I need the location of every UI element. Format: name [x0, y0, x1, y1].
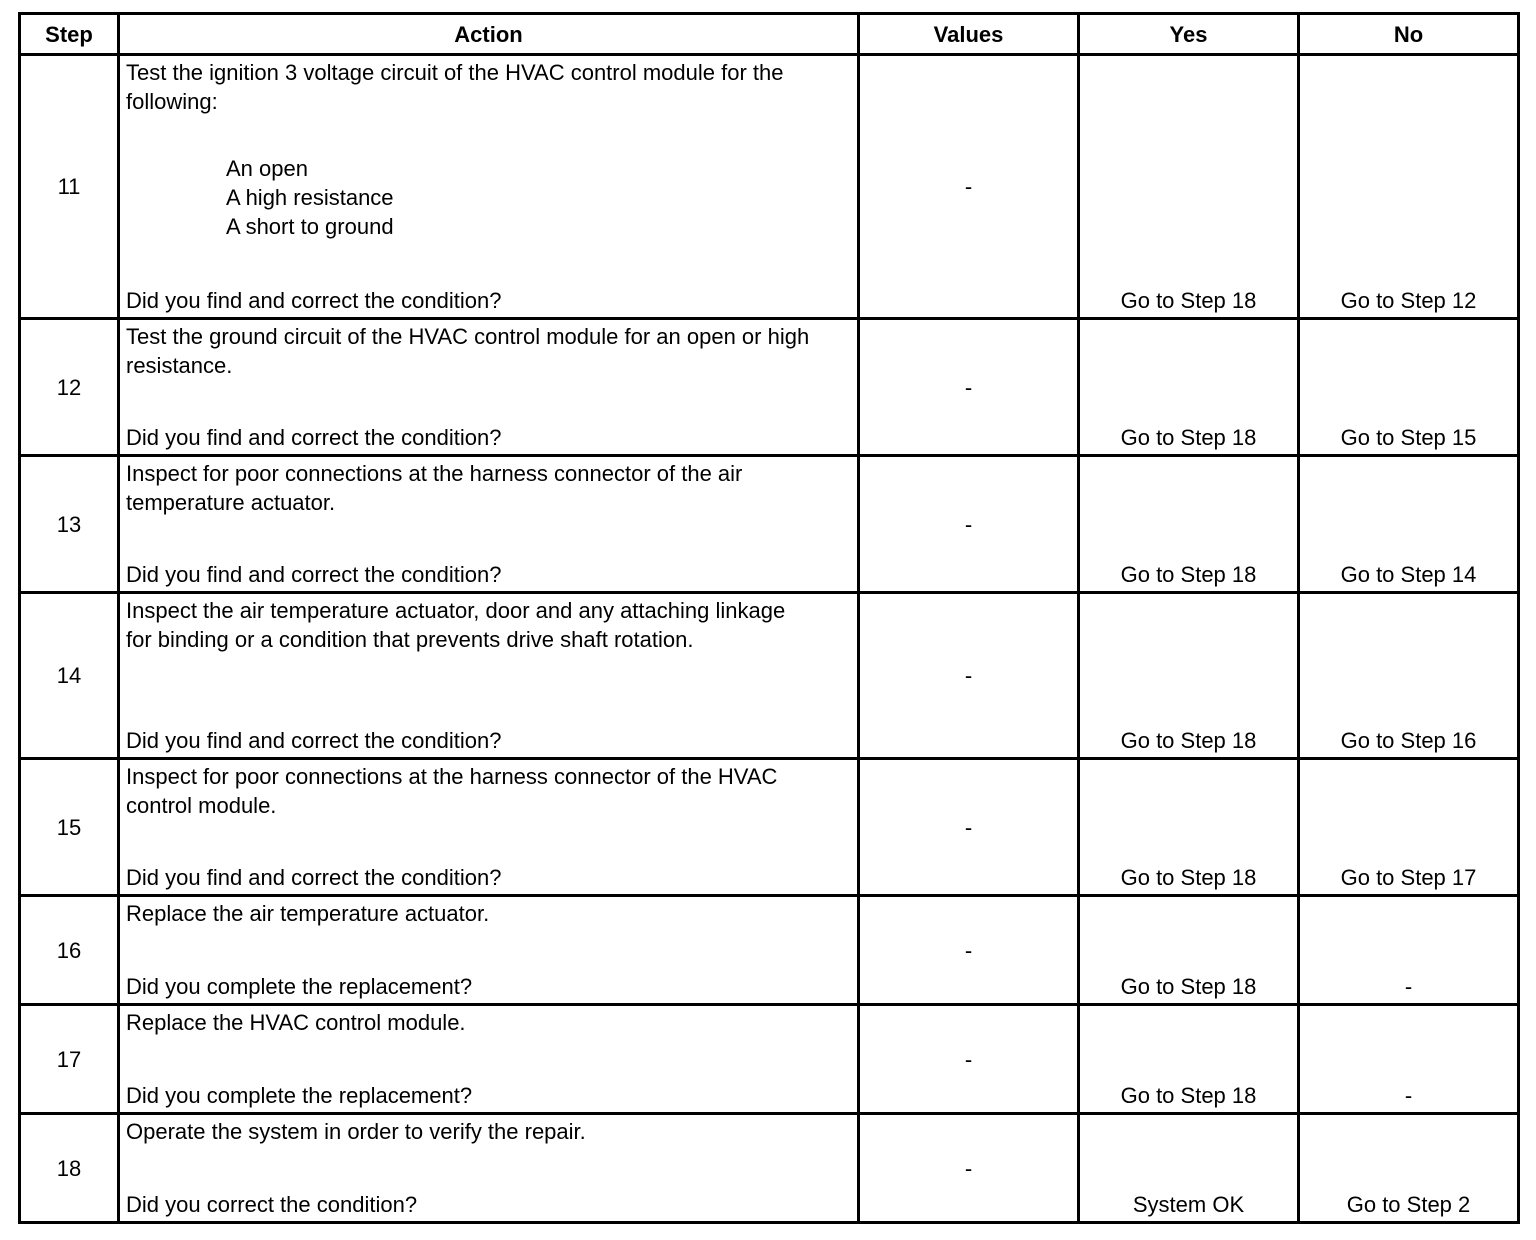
no-link: -: [1404, 974, 1413, 999]
yes-cell: [1079, 759, 1299, 896]
no-cell: [1299, 593, 1519, 759]
action-cell: [119, 1114, 859, 1223]
values-cell: -: [859, 1114, 1079, 1223]
action-cell: [119, 896, 859, 1005]
action-text: Replace the HVAC control module.: [126, 1010, 466, 1035]
action-cell: [119, 1005, 859, 1114]
table-row: [20, 759, 1519, 896]
action-cell: [119, 55, 859, 319]
values-cell: -: [859, 593, 1079, 759]
table-row: [20, 319, 1519, 456]
header-row: [20, 14, 1519, 55]
no-link: Go to Step 16: [1340, 728, 1477, 753]
condition-list: [126, 154, 853, 241]
action-cell: [119, 593, 859, 759]
action-question: Did you complete the replacement?: [126, 1083, 473, 1108]
action-text: Inspect for poor connections at the harness connector of the HVAC control module.: [126, 764, 778, 818]
values-cell: -: [859, 1005, 1079, 1114]
step-number: 11: [20, 55, 119, 319]
action-question: Did you find and correct the condition?: [126, 865, 502, 890]
action-text: Test the ignition 3 voltage circuit of the HVAC control module for the following:: [126, 60, 784, 114]
yes-cell: [1079, 456, 1299, 593]
action-text: Inspect for poor connections at the harness connector of the air temperature actuator.: [126, 461, 743, 515]
step-number: 18: [20, 1114, 119, 1223]
action-cell: [119, 759, 859, 896]
yes-link: System OK: [1132, 1192, 1245, 1217]
no-link: -: [1404, 1083, 1413, 1108]
step-number: 13: [20, 456, 119, 593]
values-cell: -: [859, 456, 1079, 593]
no-link: Go to Step 12: [1340, 288, 1477, 313]
action-text: Test the ground circuit of the HVAC control module for an open or high resistance.: [126, 324, 810, 378]
yes-link: Go to Step 18: [1120, 974, 1257, 999]
header-step: Step: [20, 14, 119, 55]
yes-cell: [1079, 593, 1299, 759]
header-values: Values: [859, 14, 1079, 55]
no-cell: [1299, 1114, 1519, 1223]
no-link: Go to Step 14: [1340, 562, 1477, 587]
yes-link: Go to Step 18: [1120, 288, 1257, 313]
yes-link: Go to Step 18: [1120, 865, 1257, 890]
values-cell: -: [859, 319, 1079, 456]
yes-cell: [1079, 1005, 1299, 1114]
action-text: Operate the system in order to verify the repair.: [126, 1119, 586, 1144]
values-cell: -: [859, 896, 1079, 1005]
action-text: Replace the air temperature actuator.: [126, 901, 490, 926]
yes-link: Go to Step 18: [1120, 562, 1257, 587]
action-question: Did you find and correct the condition?: [126, 728, 502, 753]
values-cell: -: [859, 55, 1079, 319]
action-question: Did you find and correct the condition?: [126, 288, 502, 313]
action-cell: [119, 456, 859, 593]
no-link: Go to Step 17: [1340, 865, 1477, 890]
no-cell: [1299, 55, 1519, 319]
yes-link: Go to Step 18: [1120, 1083, 1257, 1108]
step-number: 15: [20, 759, 119, 896]
step-number: 17: [20, 1005, 119, 1114]
step-number: 12: [20, 319, 119, 456]
values-cell: -: [859, 759, 1079, 896]
step-number: 16: [20, 896, 119, 1005]
no-cell: [1299, 759, 1519, 896]
no-link: Go to Step 2: [1346, 1192, 1471, 1217]
yes-cell: [1079, 1114, 1299, 1223]
action-question: Did you find and correct the condition?: [126, 562, 502, 587]
yes-link: Go to Step 18: [1120, 425, 1257, 450]
table-row: [20, 593, 1519, 759]
yes-cell: [1079, 896, 1299, 1005]
no-cell: [1299, 319, 1519, 456]
table-row: [20, 55, 1519, 319]
action-question: Did you correct the condition?: [126, 1192, 418, 1217]
yes-cell: [1079, 319, 1299, 456]
list-item: A high resistance: [226, 185, 394, 210]
action-question: Did you complete the replacement?: [126, 974, 473, 999]
list-item: A short to ground: [226, 214, 394, 239]
no-link: Go to Step 15: [1340, 425, 1477, 450]
step-number: 14: [20, 593, 119, 759]
table-row: [20, 1114, 1519, 1223]
table-row: [20, 456, 1519, 593]
action-text: Inspect the air temperature actuator, door and any attaching linkage for binding or a condition that prevents drive shaft rotation.: [126, 598, 786, 652]
no-cell: [1299, 456, 1519, 593]
action-question: Did you find and correct the condition?: [126, 425, 502, 450]
diagnostic-table: [18, 12, 1520, 1224]
header-yes: Yes: [1079, 14, 1299, 55]
yes-cell: [1079, 55, 1299, 319]
no-cell: [1299, 1005, 1519, 1114]
list-item: An open: [226, 156, 308, 181]
table-row: [20, 1005, 1519, 1114]
table-row: [20, 896, 1519, 1005]
action-cell: [119, 319, 859, 456]
header-action: Action: [119, 14, 859, 55]
header-no: No: [1299, 14, 1519, 55]
yes-link: Go to Step 18: [1120, 728, 1257, 753]
no-cell: [1299, 896, 1519, 1005]
